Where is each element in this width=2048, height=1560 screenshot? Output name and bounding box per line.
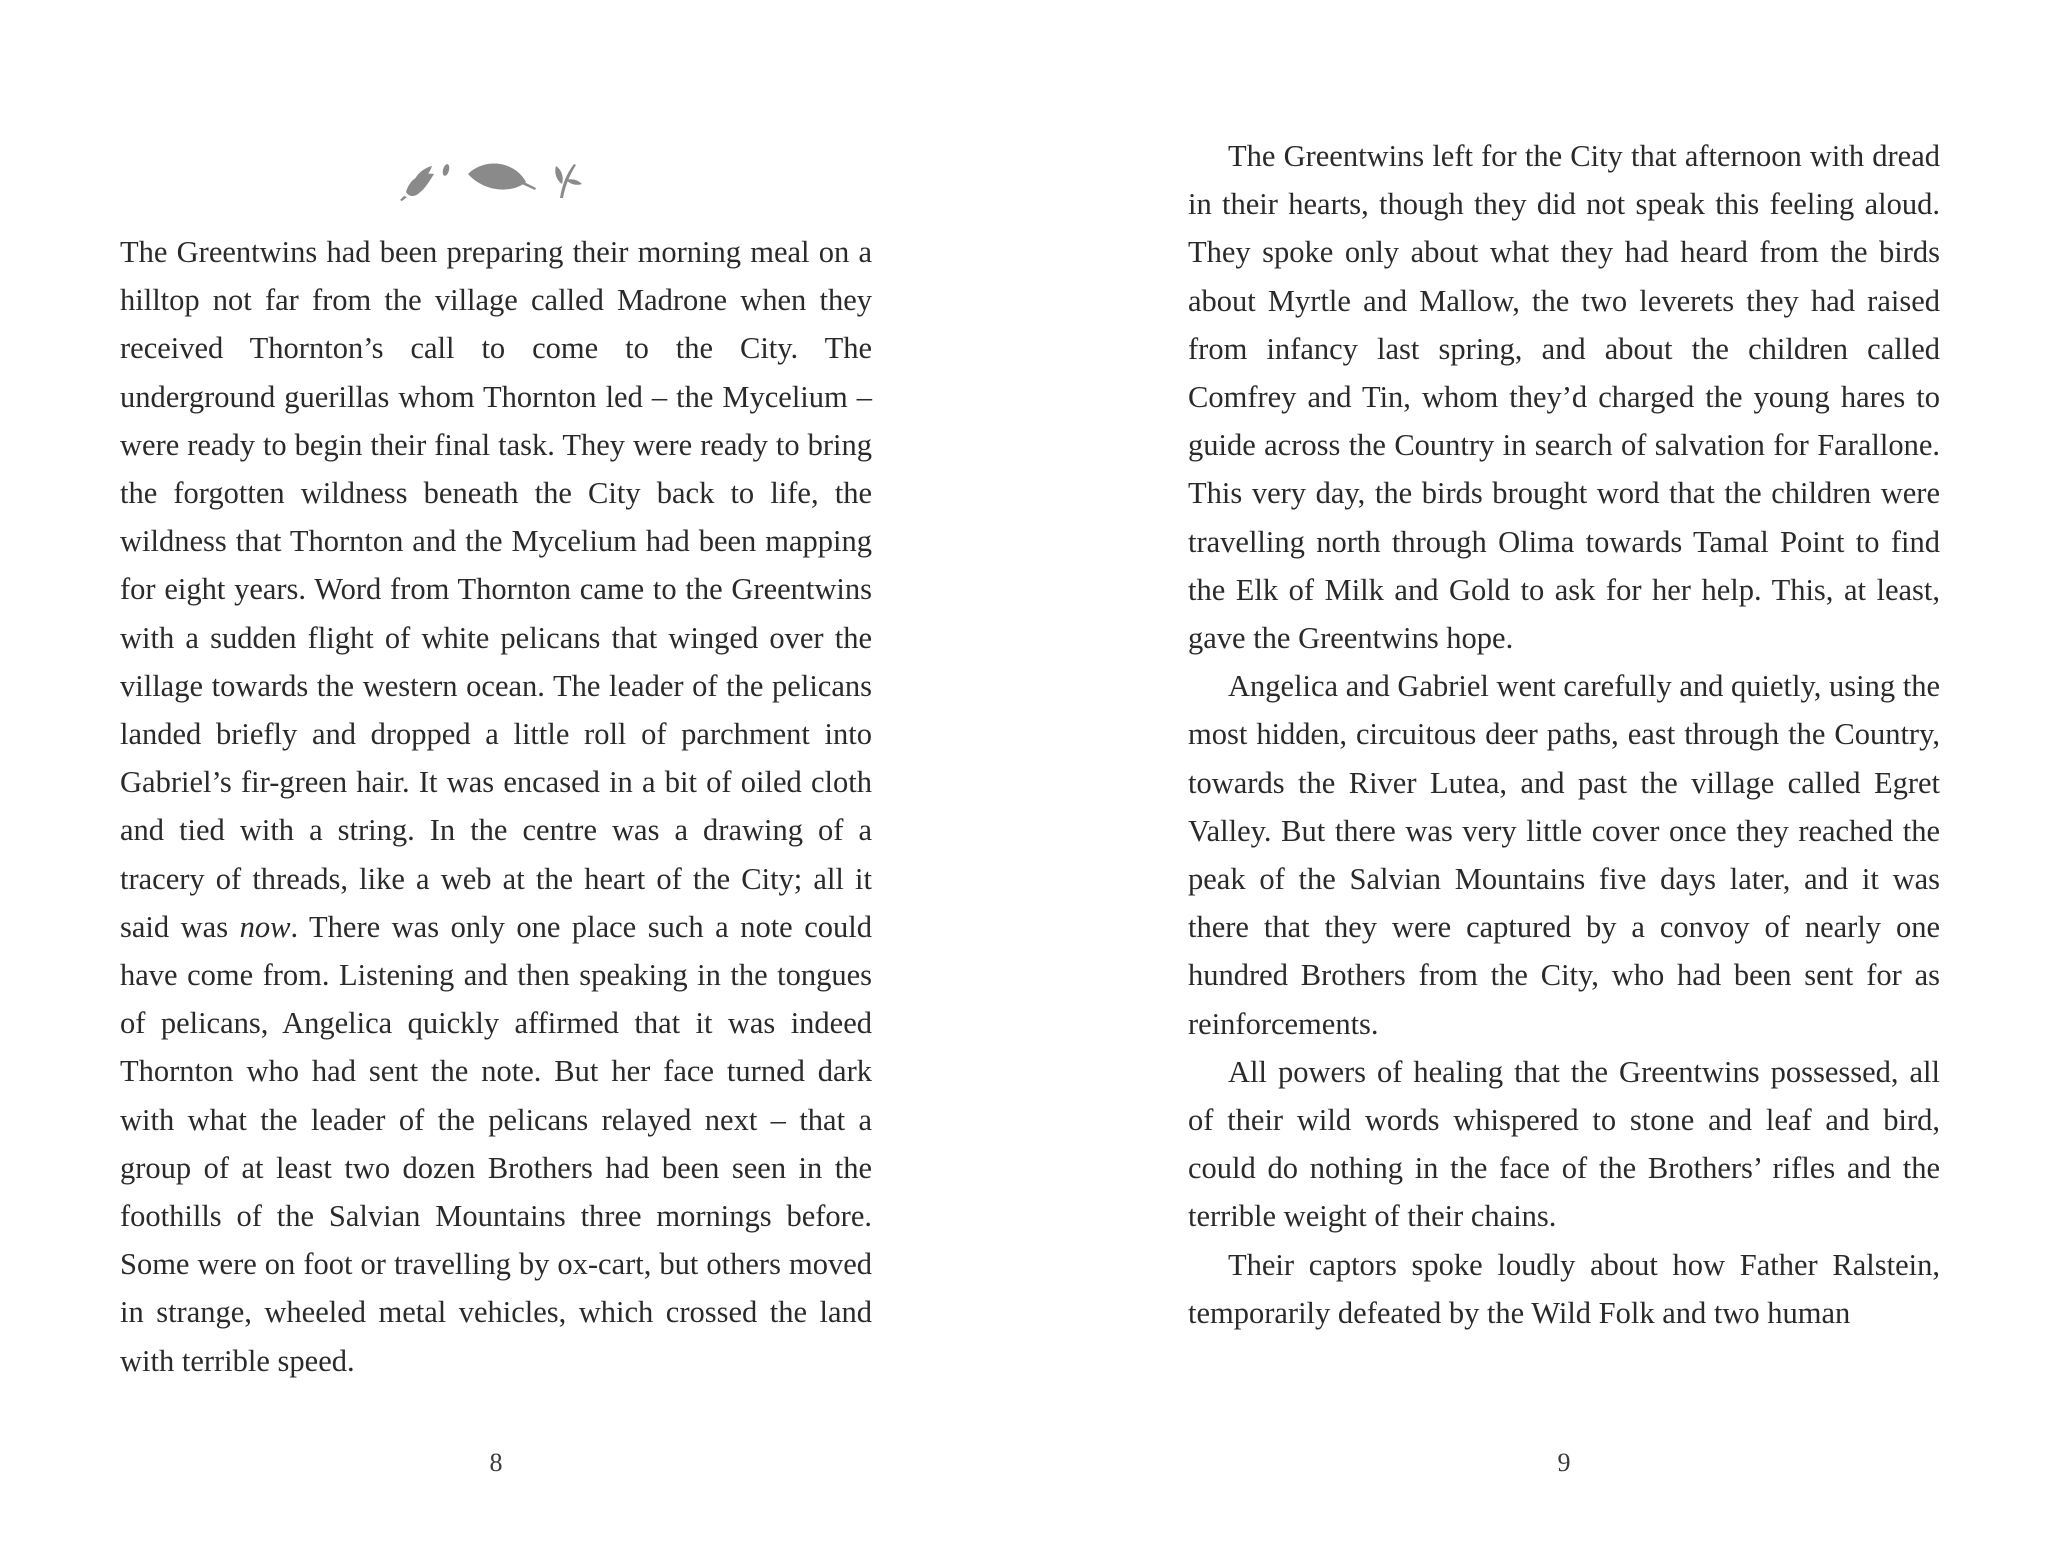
paragraph: The Greentwins left for the City that afternoon with dread in their hearts, though they did not speak this feeling aloud. They spoke only about what they had heard from the birds about Myrtle and Mallow, the two leverets they had raised from infancy last spring, and about the children called Comfrey and Tin, whom they’d charged the young hares to guide across the Country in search of salvation for Farallone. This very day, the birds brought word that the children were travelling north through Olima towards Tamal Point to find the Elk of Milk and Gold to ask for her help. This, at least, gave the Greentwins hope. [1188,139,1940,656]
paragraph: Their captors spoke loudly about how Father Ralstein, temporarily defeated by the Wild Folk and two human [1188,1247,1940,1330]
paragraph: Angelica and Gabriel went carefully and quietly, using the most hidden, circuitous deer paths, east through the Country, towards the River Lutea, and past the village called Egret Valley. But there was very little cover once they reached the peak of the Salvian Mountains five days later, and it was there that they were captured by a convoy of nearly one hundred Brothers from the City, who had been sent for as reinforcements. [1188,669,1940,1041]
paragraph-text-after: . There was only one place such a note could have come from. Listening and then speaking in the tongues of pelicans, Angelica quickly affirmed that it was indeed Thornton who had sent the note. But her face turned dark with what the leader of the pelicans relayed next – that a group of at least two dozen Brothers had been seen in the foothills of the Salvian Mountains three mornings before. Some were on foot or travelling by ox-cart, but others moved in strange, wheeled metal vehicles, which crossed the land with terrible speed. [120,909,872,1378]
right-page-text [1188,132,1940,1337]
left-page [120,0,872,1560]
italic-word: now [239,909,291,944]
leaf-icon [468,164,536,190]
sprig-icon [555,164,582,198]
leaf-ornament [120,150,872,210]
left-page-text [120,228,872,1385]
paragraph [120,228,872,1385]
leaf-cluster-icon [400,166,434,201]
leaf-ornament-graphic [396,152,596,208]
page-number: 8 [489,1448,503,1477]
page-number: 9 [1557,1448,1571,1477]
paragraph-text-before: The Greentwins had been preparing their morning meal on a hilltop not far from the village called Madrone when they received Thornton’s call to come to the City. The underground guerillas whom Thornton led – the Mycelium – were ready to begin their final task. They were ready to bring the forgotten wildness beneath the City back to life, the wildness that Thornton and the Mycelium had been mapping for eight years. Word from Thornton came to the Greentwins with a sudden flight of white pelicans that winged over the village towards the western ocean. The leader of the pelicans landed briefly and dropped a little roll of parchment into Gabriel’s fir-green hair. It was encased in a bit of oiled cloth and tied with a string. In the centre was a drawing of a tracery of threads, like a web at the heart of the City; all it said was [120,235,872,944]
seed-icon [442,163,451,176]
right-page [1188,0,1940,1560]
paragraph: All powers of healing that the Greentwins possessed, all of their wild words whispered to stone and leaf and bird, could do nothing in the face of the Brothers’ rifles and the terrible weight of their chains. [1188,1054,1940,1234]
